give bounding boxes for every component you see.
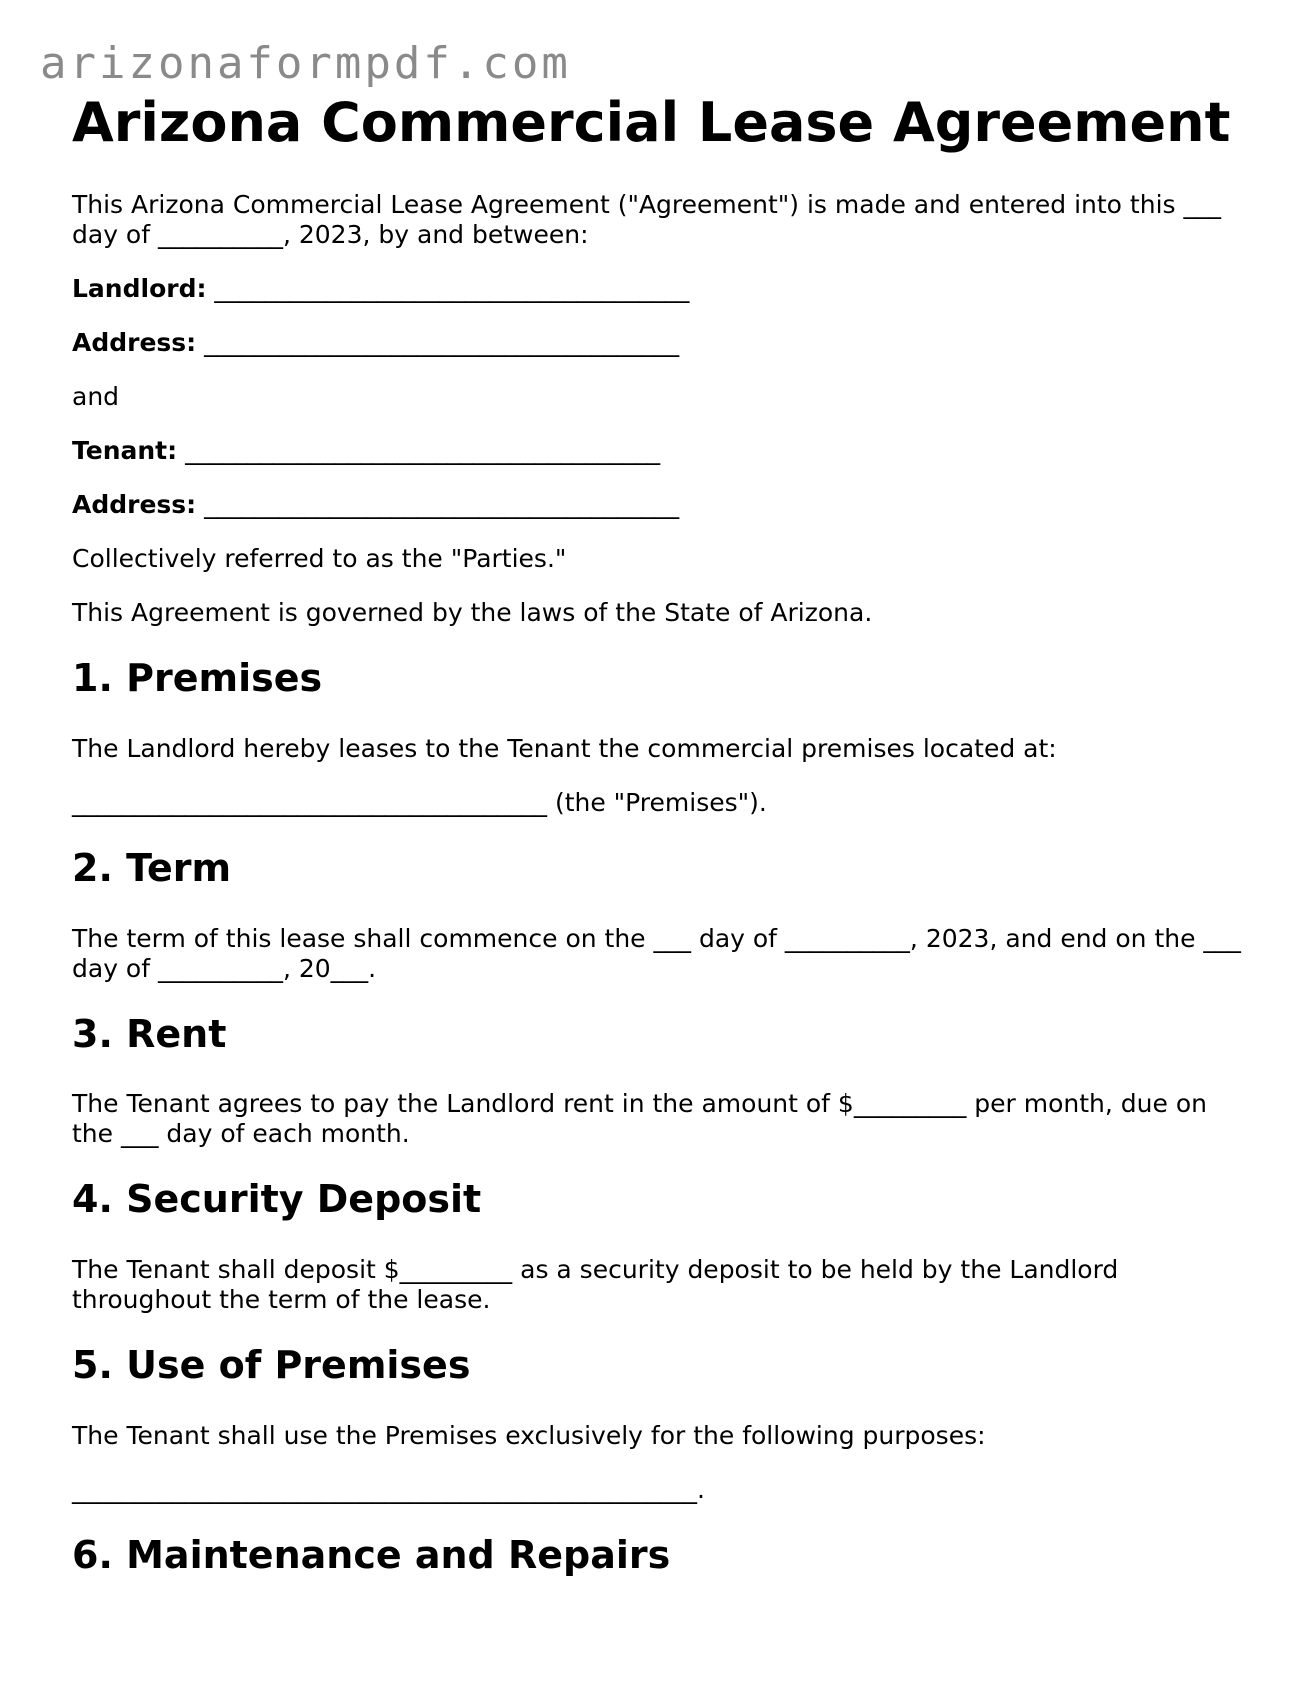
governing-law-text: This Agreement is governed by the laws of the State of Arizona. xyxy=(72,598,873,628)
section-deposit-text: The Tenant shall deposit $_________ as a security deposit to be held by the Landlord throughout the term of the lease. xyxy=(72,1255,1119,1315)
landlord-address-label: Address: xyxy=(72,328,197,358)
and-text: and xyxy=(72,382,120,412)
tenant-address-blank: ______________________________________ xyxy=(204,490,680,520)
section-deposit-heading: 4. Security Deposit xyxy=(72,1177,482,1222)
document-title: Arizona Commercial Lease Agreement xyxy=(72,91,1231,154)
tenant-address-label: Address: xyxy=(72,490,197,520)
site-watermark: arizonaformpdf.com xyxy=(40,38,571,89)
tenant-blank: ______________________________________ xyxy=(185,436,661,466)
section-premises-text: The Landlord hereby leases to the Tenant the commercial premises located at: xyxy=(72,733,1057,763)
collectively-text: Collectively referred to as the "Parties." xyxy=(72,544,567,574)
landlord-field xyxy=(72,274,1252,304)
landlord-address-field xyxy=(72,328,1252,358)
section-term-heading: 2. Term xyxy=(72,845,232,890)
tenant-field xyxy=(72,436,1252,466)
section-maintenance-heading: 6. Maintenance and Repairs xyxy=(72,1533,671,1578)
landlord-label: Landlord: xyxy=(72,274,207,304)
section-use-heading: 5. Use of Premises xyxy=(72,1343,471,1388)
tenant-address-field xyxy=(72,490,1252,520)
section-rent-heading: 3. Rent xyxy=(72,1011,227,1056)
section-premises-line: ______________________________________ (the "Premises"). xyxy=(72,787,767,817)
section-term-text: The term of this lease shall commence on the ___ day of __________, 2023, and end on the ___ day of __________, 20___. xyxy=(72,923,1241,983)
section-use-text: The Tenant shall use the Premises exclusively for the following purposes: xyxy=(72,1421,986,1451)
intro-paragraph: This Arizona Commercial Lease Agreement ("Agreement") is made and entered into this ___ day of __________, 2023, by and between: xyxy=(72,190,1221,250)
section-use-line: __________________________________________________. xyxy=(72,1475,705,1505)
document-page xyxy=(72,92,1252,1611)
landlord-address-blank: ______________________________________ xyxy=(204,328,680,358)
section-premises-heading: 1. Premises xyxy=(72,656,323,701)
landlord-blank: ______________________________________ xyxy=(214,274,690,304)
tenant-label: Tenant: xyxy=(72,436,178,466)
section-rent-text: The Tenant agrees to pay the Landlord rent in the amount of $_________ per month, due on the ___ day of each month. xyxy=(72,1089,1207,1149)
